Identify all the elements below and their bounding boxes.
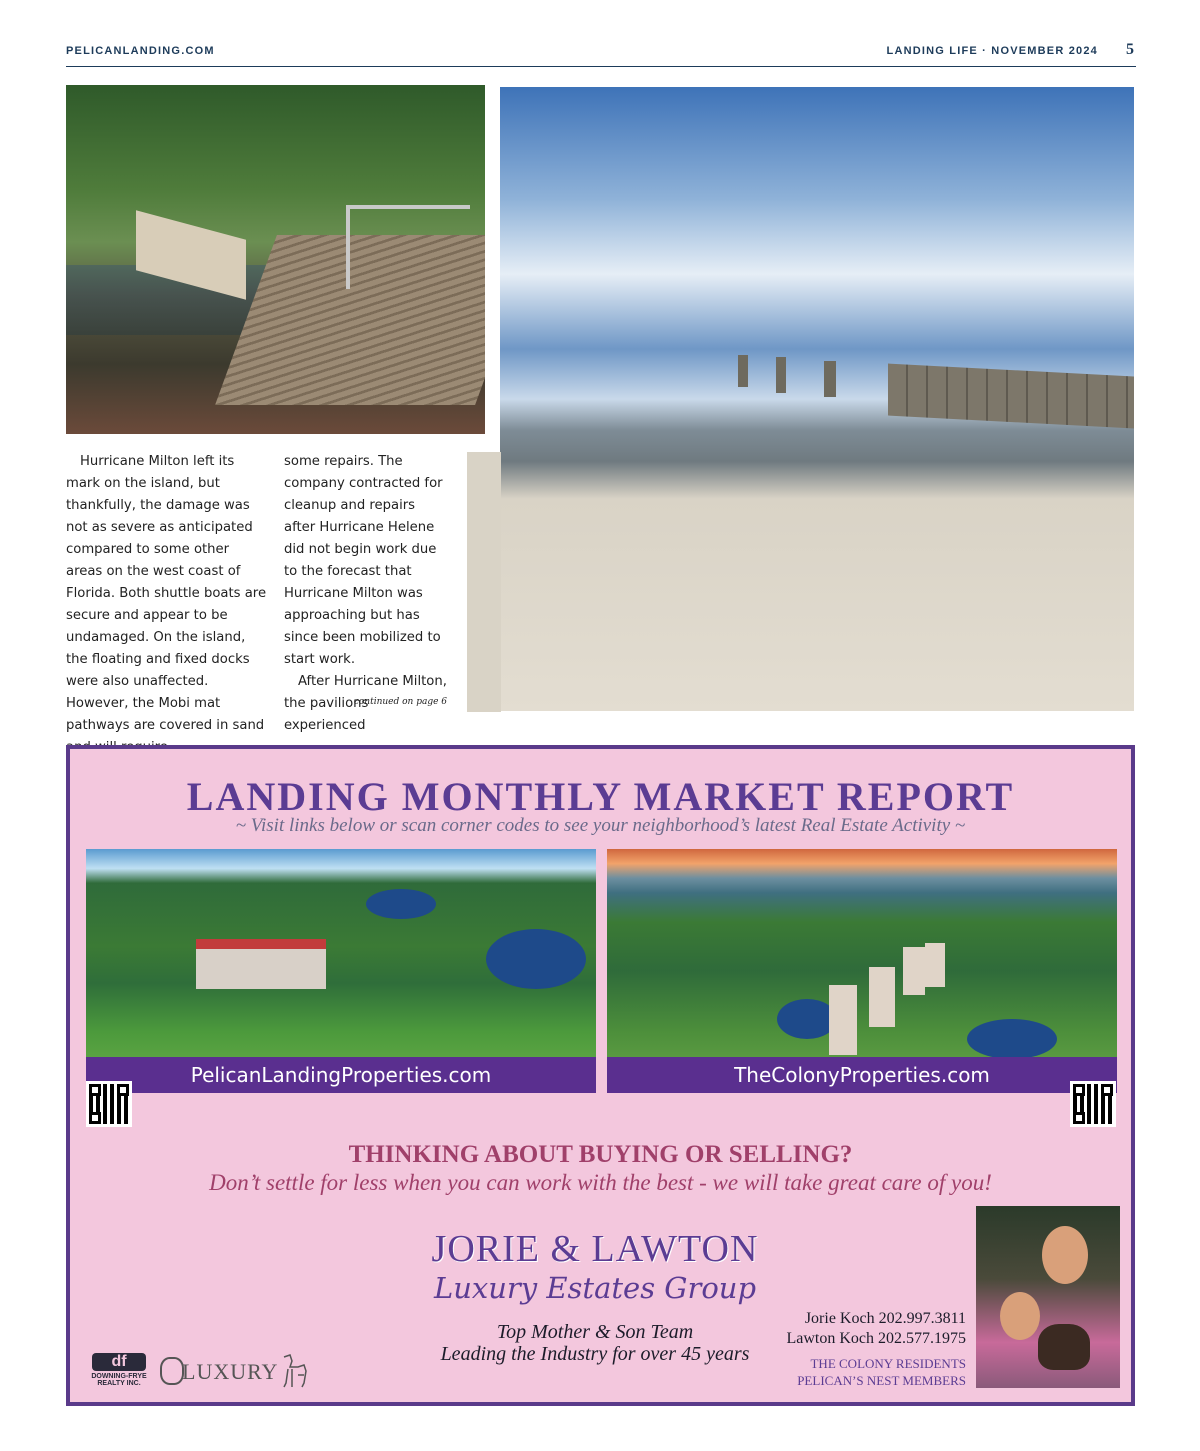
page-header: [66, 41, 1136, 67]
article-column-1: [66, 451, 268, 759]
member-pelicans-nest: PELICAN’S NEST MEMBERS: [797, 1373, 966, 1388]
colony-link-bar[interactable]: [607, 1057, 1117, 1093]
agents-portrait-photo: [976, 1206, 1120, 1388]
site-name[interactable]: PELICANLANDING.COM: [66, 45, 215, 57]
article-paragraph: After Hurricane Milton, the pavilions experienced: [284, 674, 447, 733]
tagline-line-2: Leading the Industry for over 45 years: [440, 1343, 750, 1365]
tagline: [430, 1321, 760, 1365]
contact-jorie[interactable]: Jorie Koch 202.997.3811: [804, 1310, 966, 1327]
piling: [824, 361, 836, 397]
qr-code-icon[interactable]: [86, 1081, 132, 1127]
tower: [829, 985, 857, 1055]
article-paragraph: Hurricane Milton left its mark on the island, but thankfully, the damage was not as severe as anticipated compared to some other areas on the west coast of Florida. Both shuttle boats are secure and appear to be undamaged. On the island, the floating and fixed docks were also unaffected. However, the Mobi mat pathways are covered in sand: [66, 454, 267, 733]
beach-photo-extension: [467, 452, 501, 712]
ad-title: LANDING MONTHLY MARKET REPORT: [186, 774, 1015, 819]
lion-icon: [160, 1357, 184, 1385]
boxer-dog-icon: [276, 1353, 312, 1389]
issue-label: LANDING LIFE · NOVEMBER 2024: [886, 45, 1098, 57]
dock-photo: [66, 85, 485, 434]
luxury-word: LUXURY: [182, 1359, 279, 1384]
tower: [925, 943, 945, 987]
qr-code-icon[interactable]: [1070, 1081, 1116, 1127]
clubhouse: [196, 939, 326, 989]
lake: [366, 889, 436, 919]
colony-url[interactable]: TheColonyProperties.com: [734, 1063, 990, 1087]
pelican-landing-aerial-photo: [86, 849, 596, 1093]
brokerage-logos: [88, 1353, 328, 1393]
qr-finder: [1073, 1112, 1085, 1124]
beach-photo: [500, 87, 1134, 711]
qr-finder: [1073, 1084, 1085, 1096]
piling: [738, 355, 748, 387]
pelican-landing-link-bar[interactable]: [86, 1057, 596, 1093]
tower: [903, 947, 925, 995]
downing-frye-logo: [88, 1353, 150, 1387]
df-mark: df: [92, 1353, 146, 1371]
face: [1000, 1292, 1040, 1340]
tower: [869, 967, 895, 1027]
colony-aerial-photo: [607, 849, 1117, 1093]
brand-name: JORIE & LAWTON: [431, 1228, 759, 1270]
cta-subheading: Don’t settle for less when you can work with the best - we will take great care of you!: [209, 1170, 992, 1195]
pelican-landing-url[interactable]: PelicanLandingProperties.com: [190, 1063, 492, 1087]
face: [1042, 1226, 1088, 1284]
member-colony: THE COLONY RESIDENTS: [810, 1356, 966, 1371]
lake: [777, 999, 837, 1039]
tagline-line-1: Top Mother & Son Team: [496, 1321, 694, 1343]
market-report-ad: [66, 745, 1135, 1406]
lake: [486, 929, 586, 989]
ad-subtitle: ~ Visit links below or scan corner codes to see your neighborhood’s latest Real Estate Activity ~: [235, 815, 966, 836]
qr-finder: [89, 1084, 101, 1096]
contact-list: [770, 1309, 966, 1349]
cta-heading: THINKING ABOUT BUYING OR SELLING?: [348, 1141, 853, 1168]
continued-note: continued on page 6: [353, 697, 447, 707]
article-continuation: some repairs. The company contracted for cleanup and repairs after Hurricane Helene did not begin work due to the forecast that Hurricane Milton was approaching but has since been mobilized to start work.: [284, 454, 443, 667]
luxury-logo: [160, 1355, 279, 1387]
article-column-2: [284, 451, 450, 737]
dog: [1038, 1324, 1090, 1370]
lake: [967, 1019, 1057, 1059]
piling: [776, 357, 786, 393]
brand-script: Luxury Estates Group: [433, 1271, 757, 1305]
df-text: DOWNING-FRYE REALTY INC.: [91, 1373, 147, 1387]
dock-railing: [346, 205, 470, 289]
seawall: [888, 364, 1134, 429]
page-number: 5: [1126, 41, 1134, 58]
contact-lawton[interactable]: Lawton Koch 202.577.1975: [786, 1330, 966, 1347]
qr-finder: [1101, 1084, 1113, 1096]
qr-finder: [89, 1112, 101, 1124]
qr-finder: [117, 1084, 129, 1096]
membership-list: [770, 1355, 966, 1389]
